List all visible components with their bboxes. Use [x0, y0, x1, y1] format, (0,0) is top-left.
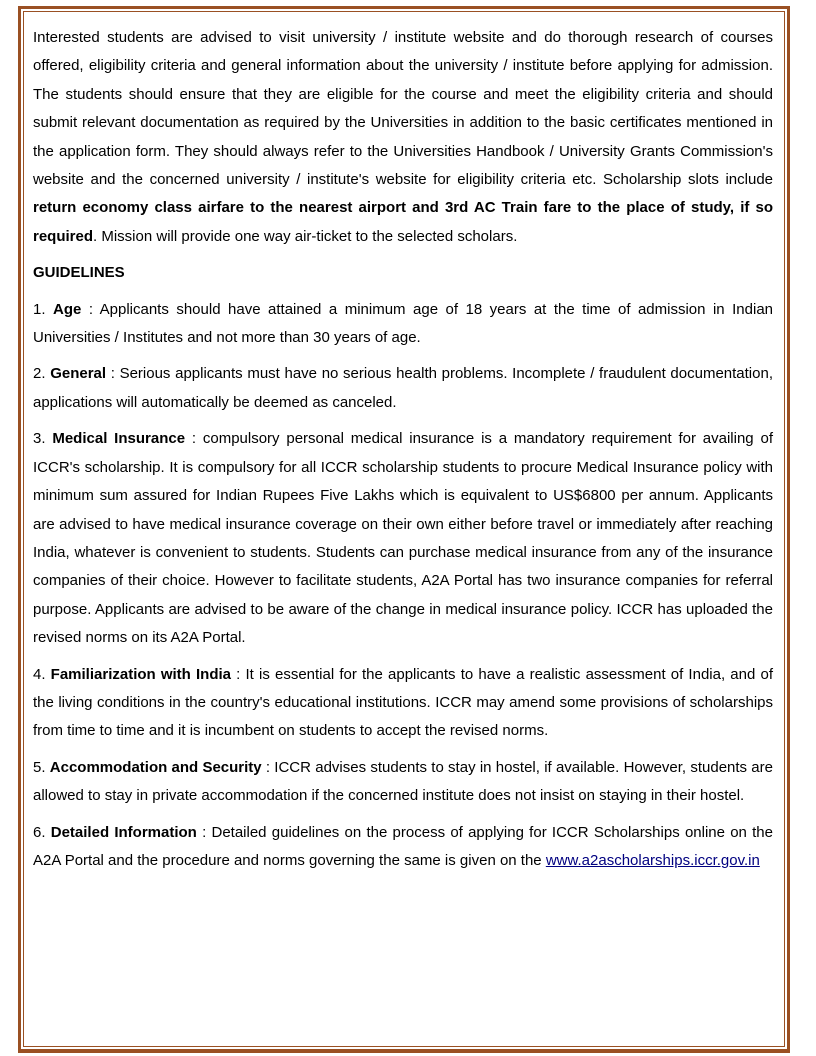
document-inner-border: [23, 11, 785, 1047]
a2a-scholarships-link[interactable]: www.a2ascholarships.iccr.gov.in: [545, 851, 760, 869]
text-segment: 6.: [33, 823, 51, 841]
bold-text-segment: Age: [53, 300, 82, 318]
text-segment: 3.: [33, 430, 53, 448]
intro-paragraph: [33, 24, 773, 251]
text-segment: : ICCR advises students to stay in hostel, if available. However, students are allowed to stay in private accommodation if the concerned institute does not insist on staying in their hostel.: [33, 758, 773, 805]
bold-text-segment: GUIDELINES: [33, 264, 125, 282]
bold-text-segment: General: [50, 365, 107, 383]
text-segment: 2.: [33, 365, 51, 383]
text-segment: 5.: [33, 758, 50, 776]
guideline-5-accommodation-and-security: [33, 754, 773, 811]
guideline-1-age: [33, 296, 773, 353]
guideline-6-detailed-information: [33, 819, 773, 876]
guidelines-heading: [33, 259, 773, 287]
guideline-3-medical-insurance: [33, 425, 773, 652]
text-segment: : Detailed guidelines on the process of applying for ICCR Scholarships online on the A2A Portal and the procedure and norms governing the same is given on the: [33, 823, 773, 869]
bold-text-segment: Detailed Information: [50, 823, 197, 841]
text-segment: : compulsory personal medical insurance is a mandatory requirement for availing of ICCR's scholarship. It is compulsory for all ICCR scholarship students to procure Medical Insurance policy with minimum sum assured for Indian Rupees Five Lakhs which is equivalent to US$6800 per annum. Applicants are advised to have medical insurance coverage on their own either before travel or immediately after reaching India, whatever is convenient to students. Students can purchase medical insurance from any of the insurance companies of their choice. However to facilitate students, A2A Portal has two insurance companies for referral purpose. Applicants are advised to be aware of the change in medical insurance policy. ICCR has uploaded the revised norms on its A2A Portal.: [33, 430, 773, 647]
text-segment: Interested students are advised to visit university / institute website and do thorough research of courses offered, eligibility criteria and general information about the university / institute before applying for admission. The students should ensure that they are eligible for the course and meet the eligibility criteria and should submit relevant documentation as required by the Universities in addition to the basic certificates mentioned in the application form. They should always refer to the Universities Handbook / University Grants Commission's website and the concerned university / institute's website for eligibility criteria etc. Scholarship slots include: [33, 29, 773, 189]
text-segment: : Applicants should have attained a minimum age of 18 years at the time of admission in Indian Universities / Institutes and not more than 30 years of age.: [33, 300, 773, 347]
text-segment: 4.: [33, 665, 51, 683]
bold-text-segment: Accommodation and Security: [49, 758, 262, 776]
document-page: [18, 6, 790, 1053]
text-segment: : Serious applicants must have no serious health problems. Incomplete / fraudulent documentation, applications will automatically be deemed as canceled.: [33, 365, 773, 411]
guideline-4-familiarization-with-india: [33, 661, 773, 746]
bold-text-segment: Medical Insurance: [52, 430, 186, 448]
guideline-2-general: [33, 360, 773, 417]
text-segment: : It is essential for the applicants to have a realistic assessment of India, and of the living conditions in the country's educational institutions. ICCR may amend some provisions of scholarships from time to time and it is incumbent on students to accept the revised norms.: [33, 665, 773, 740]
bold-text-segment: return economy class airfare to the nearest airport and 3rd AC Train fare to the place of study, if so required: [33, 199, 773, 245]
text-segment: . Mission will provide one way air-ticket to the selected scholars.: [93, 227, 518, 245]
document-body: [33, 24, 773, 875]
text-segment: 1.: [33, 300, 53, 318]
bold-text-segment: Familiarization with India: [50, 665, 232, 683]
